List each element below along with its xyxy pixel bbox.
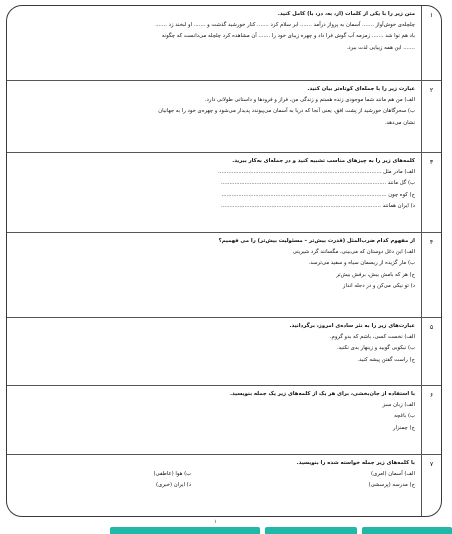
worksheet <box>6 5 442 517</box>
question-body <box>29 6 415 80</box>
bottom-tab-bar <box>0 527 452 534</box>
question-line: نشان می‌دهد. <box>384 119 415 126</box>
question-line: د) تو نیکی می‌کن و در دجله انداز <box>342 282 415 289</box>
question-line: ب) نیکویی گویید و زینهار بدی نکنید. <box>336 345 415 352</box>
question-body <box>29 153 415 232</box>
question-1 <box>7 6 441 80</box>
tab-2[interactable] <box>265 527 357 534</box>
question-line: الف) نخست کسی، باشم که بدو گروم. <box>329 334 415 341</box>
question-number: ۵ <box>421 318 441 385</box>
question-body <box>29 81 415 152</box>
question-heading: از مفهوم کدام ضرب‌المثل (قدرت بیش‌تر – مسئولیت بیش‌تر) را می فهمیم؟ <box>218 238 415 244</box>
question-line: ج) راست گفتن پیشه کنید. <box>357 356 415 363</box>
question-5 <box>7 317 441 385</box>
question-heading: عبارت‌های زیر را به نثر ساده‌ی امروز، برگردانید. <box>289 323 415 329</box>
option-item: الف) آسمان (امری) <box>371 471 415 478</box>
question-line: ....... این همه زیبایی لذت ببرد. <box>346 44 415 51</box>
question-body <box>29 318 415 385</box>
question-7 <box>7 454 441 517</box>
question-number: ۴ <box>421 233 441 317</box>
question-line: الف) این دغل دوستان که می‌بینی، مگسانند گرد شیرینی <box>292 249 415 256</box>
question-line: د) ایران همانند ............................................................................................... <box>221 202 415 209</box>
option-item: ج) مدرسه (پرسشی) <box>368 482 415 489</box>
question-heading: متن زیر را با یکی از کلمات (از، به، در، با) کامل کنید. <box>277 11 415 17</box>
question-number: ۶ <box>421 386 441 454</box>
question-line: ب) مار گزیده از ریسمان سیاه و سفید می‌ترسد. <box>308 260 415 267</box>
question-body <box>29 386 415 454</box>
option-row <box>29 469 415 480</box>
question-line: ب) باغچه <box>394 413 415 420</box>
question-heading: کلمه‌های زیر را به چیزهای مناسب تشبیه کنید و در جمله‌ای به‌کار ببرید. <box>232 158 415 164</box>
question-3 <box>7 152 441 232</box>
question-4 <box>7 232 441 317</box>
question-body <box>29 455 415 517</box>
question-line: ج) هر که بامش بیش، برفش بیش‌تر <box>336 271 415 278</box>
question-line: ب) سحرگاهان خورشید از پشت افق، یعنی آنجا که دریا به آسمان می‌پیوندد پدیدار می‌شود و چهره‌ی خود را به جهانیان <box>158 108 415 115</box>
page-number: ١ <box>214 519 217 525</box>
question-line: الف) مادر مثل ................................................................................................. <box>218 169 415 176</box>
question-heading: عبارت زیر را با جمله‌ای کوتاه‌تر بیان کنید. <box>307 86 415 92</box>
tab-3[interactable] <box>362 527 452 534</box>
question-number: ٧ <box>421 455 441 517</box>
question-line: الف) زبان سبز <box>382 402 415 409</box>
question-number: ٣ <box>421 153 441 232</box>
question-6 <box>7 385 441 454</box>
question-line: ج) چمنزار <box>392 424 415 431</box>
question-number: ١ <box>421 6 441 80</box>
question-line: چلچله‌ی خوش‌آواز ....... آسمان به پرواز درآمد ....... ابر سلام کرد ....... کنار خورشید گذشت و ....... او لبخند زد ....... <box>155 22 415 29</box>
question-line: ج) کوه چون .................................................................................................. <box>221 191 415 198</box>
question-line: الف) من هم مانند شما موجودی زنده هستم و زندگی من، فراز و فرودها و داستانی طولانی دارد. <box>204 97 415 104</box>
question-body <box>29 233 415 317</box>
question-line: ب) گل مانند .................................................................................................. <box>221 180 415 187</box>
tab-1[interactable] <box>110 527 260 534</box>
option-item: ب) هوا (عاطفی) <box>153 471 192 478</box>
question-heading: با کلمه‌های زیر جمله خواسته شده را بنویسید. <box>296 460 415 466</box>
option-item: د) ایران (خبری) <box>156 482 192 489</box>
question-line: باد هم نوا شد ....... زمزمه آب گوش فرا داد و چهره زیبای خود را ....... آن مشاهده کرد چلچله می‌دانست که چگونه <box>161 33 415 40</box>
question-heading: با استفاده از جان‌بخشی، برای هر یک از کلمه‌های زیر یک جمله بنویسید. <box>230 391 415 397</box>
question-number: ٢ <box>421 81 441 152</box>
question-2 <box>7 80 441 152</box>
option-row <box>29 480 415 491</box>
